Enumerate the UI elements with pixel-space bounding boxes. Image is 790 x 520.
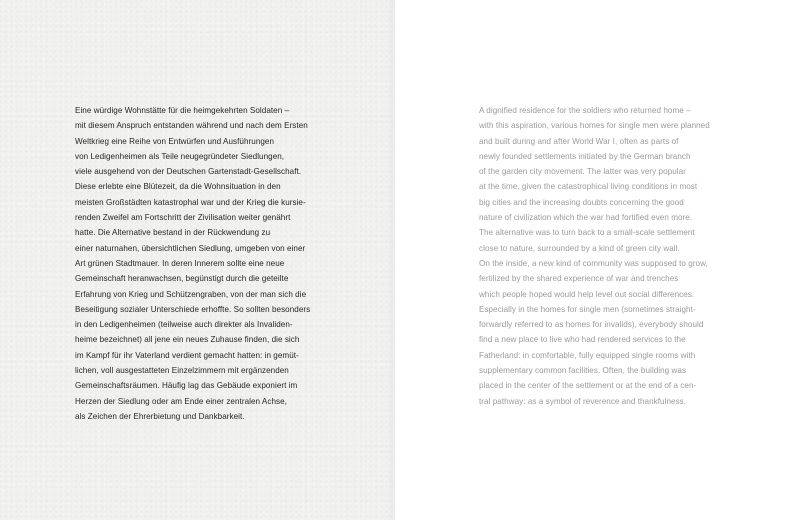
text-line: Eine würdige Wohnstätte für die heimgekehrten Soldaten – — [75, 106, 290, 115]
text-line: nature of civilization which the war had fortified even more. — [479, 213, 693, 223]
text-line: Beseitigung sozialer Unterschiede erhoffte. So sollten besonders — [75, 304, 311, 314]
text-line: meisten Großstädten katastrophal war und der Krieg die kursie- — [75, 197, 306, 207]
text-line: tral pathway: as a symbol of reverence and thankfulness. — [479, 396, 687, 406]
text-line: mit diesem Anspruch entstanden während und nach dem Ersten — [75, 121, 308, 131]
text-line: Herzen der Siedlung oder am Ende einer zentralen Achse, — [75, 396, 287, 406]
text-line: On the inside, a new kind of community was supposed to grow, — [479, 258, 708, 268]
text-line: Diese erlebte eine Blütezeit, da die Wohnsituation in den — [75, 182, 281, 192]
text-line: hatte. Die Alternative bestand in der Rückwendung zu — [75, 228, 271, 238]
text-line: find a new place to live who had rendered services to the — [479, 335, 686, 345]
text-line: in den Ledigenheimen (teilweise auch direkter als Invaliden- — [75, 320, 293, 330]
text-line: einer naturnahen, übersichtlichen Siedlung, umgeben von einer — [75, 243, 306, 253]
text-line: Fatherland: in comfortable, fully equipped single rooms with — [479, 350, 696, 360]
text-line: close to nature, surrounded by a kind of green city wall. — [479, 243, 680, 253]
text-line: with this aspiration, various homes for single men were planned — [479, 121, 710, 131]
text-line: and built during and after World War I, often as parts of — [479, 136, 679, 146]
text-line: viele ausgehend von der Deutschen Gartenstadt-Gesellschaft. — [75, 167, 302, 177]
text-line: Erfahrung von Krieg und Schützengraben, von der man sich die — [75, 289, 307, 299]
text-line: im Kampf für ihr Vaterland verdient gemacht hatten: in gemüt- — [75, 350, 299, 360]
text-line: big cities and the increasing doubts concerning the good — [479, 197, 684, 207]
text-line: Especially in the homes for single men (sometimes straight- — [479, 304, 696, 314]
text-line: von Ledigenheimen als Teile neugegründeter Siedlungen, — [75, 151, 285, 161]
text-line: A dignified residence for the soldiers who returned home – — [479, 106, 691, 115]
text-line: heime bezeichnet) all jene ein neues Zuhause finden, die sich — [75, 335, 300, 345]
text-line: newly founded settlements initiated by the German branch — [479, 151, 691, 161]
text-line: lichen, voll ausgestatteten Einzelzimmern mit ergänzenden — [75, 366, 289, 376]
text-line: fertilized by the shared experience of war and trenches — [479, 274, 679, 284]
text-line: of the garden city movement. The latter was very popular — [479, 167, 686, 177]
text-line: als Zeichen der Ehrerbietung und Dankbarkeit. — [75, 411, 245, 421]
right-page-english — [395, 0, 790, 520]
text-line: renden Zweifel am Fortschritt der Zivilisation weiter genährt — [75, 213, 291, 223]
text-line: placed in the center of the settlement or at the end of a cen- — [479, 381, 697, 391]
text-line: Weltkrieg eine Reihe von Entwürfen und Ausführungen — [75, 136, 275, 146]
english-text-block — [479, 103, 710, 409]
german-text-block — [75, 103, 310, 424]
text-line: Gemeinschaftsräumen. Häufig lag das Gebäude exponiert im — [75, 381, 298, 391]
text-line: Art grünen Stadtmauer. In deren Innerem sollte eine neue — [75, 258, 285, 268]
text-line: supplementary common facilities. Often, the building was — [479, 366, 687, 376]
text-line: at the time, given the catastrophical living conditions in most — [479, 182, 698, 192]
text-line: The alternative was to turn back to a small-scale settlement — [479, 228, 695, 238]
text-line: Gemeinschaft heranwachsen, begünstigt durch die geteilte — [75, 274, 289, 284]
text-line: forwardly referred to as homes for invalids), everybody should — [479, 320, 704, 330]
text-line: which people hoped would help level out social differences. — [479, 289, 695, 299]
